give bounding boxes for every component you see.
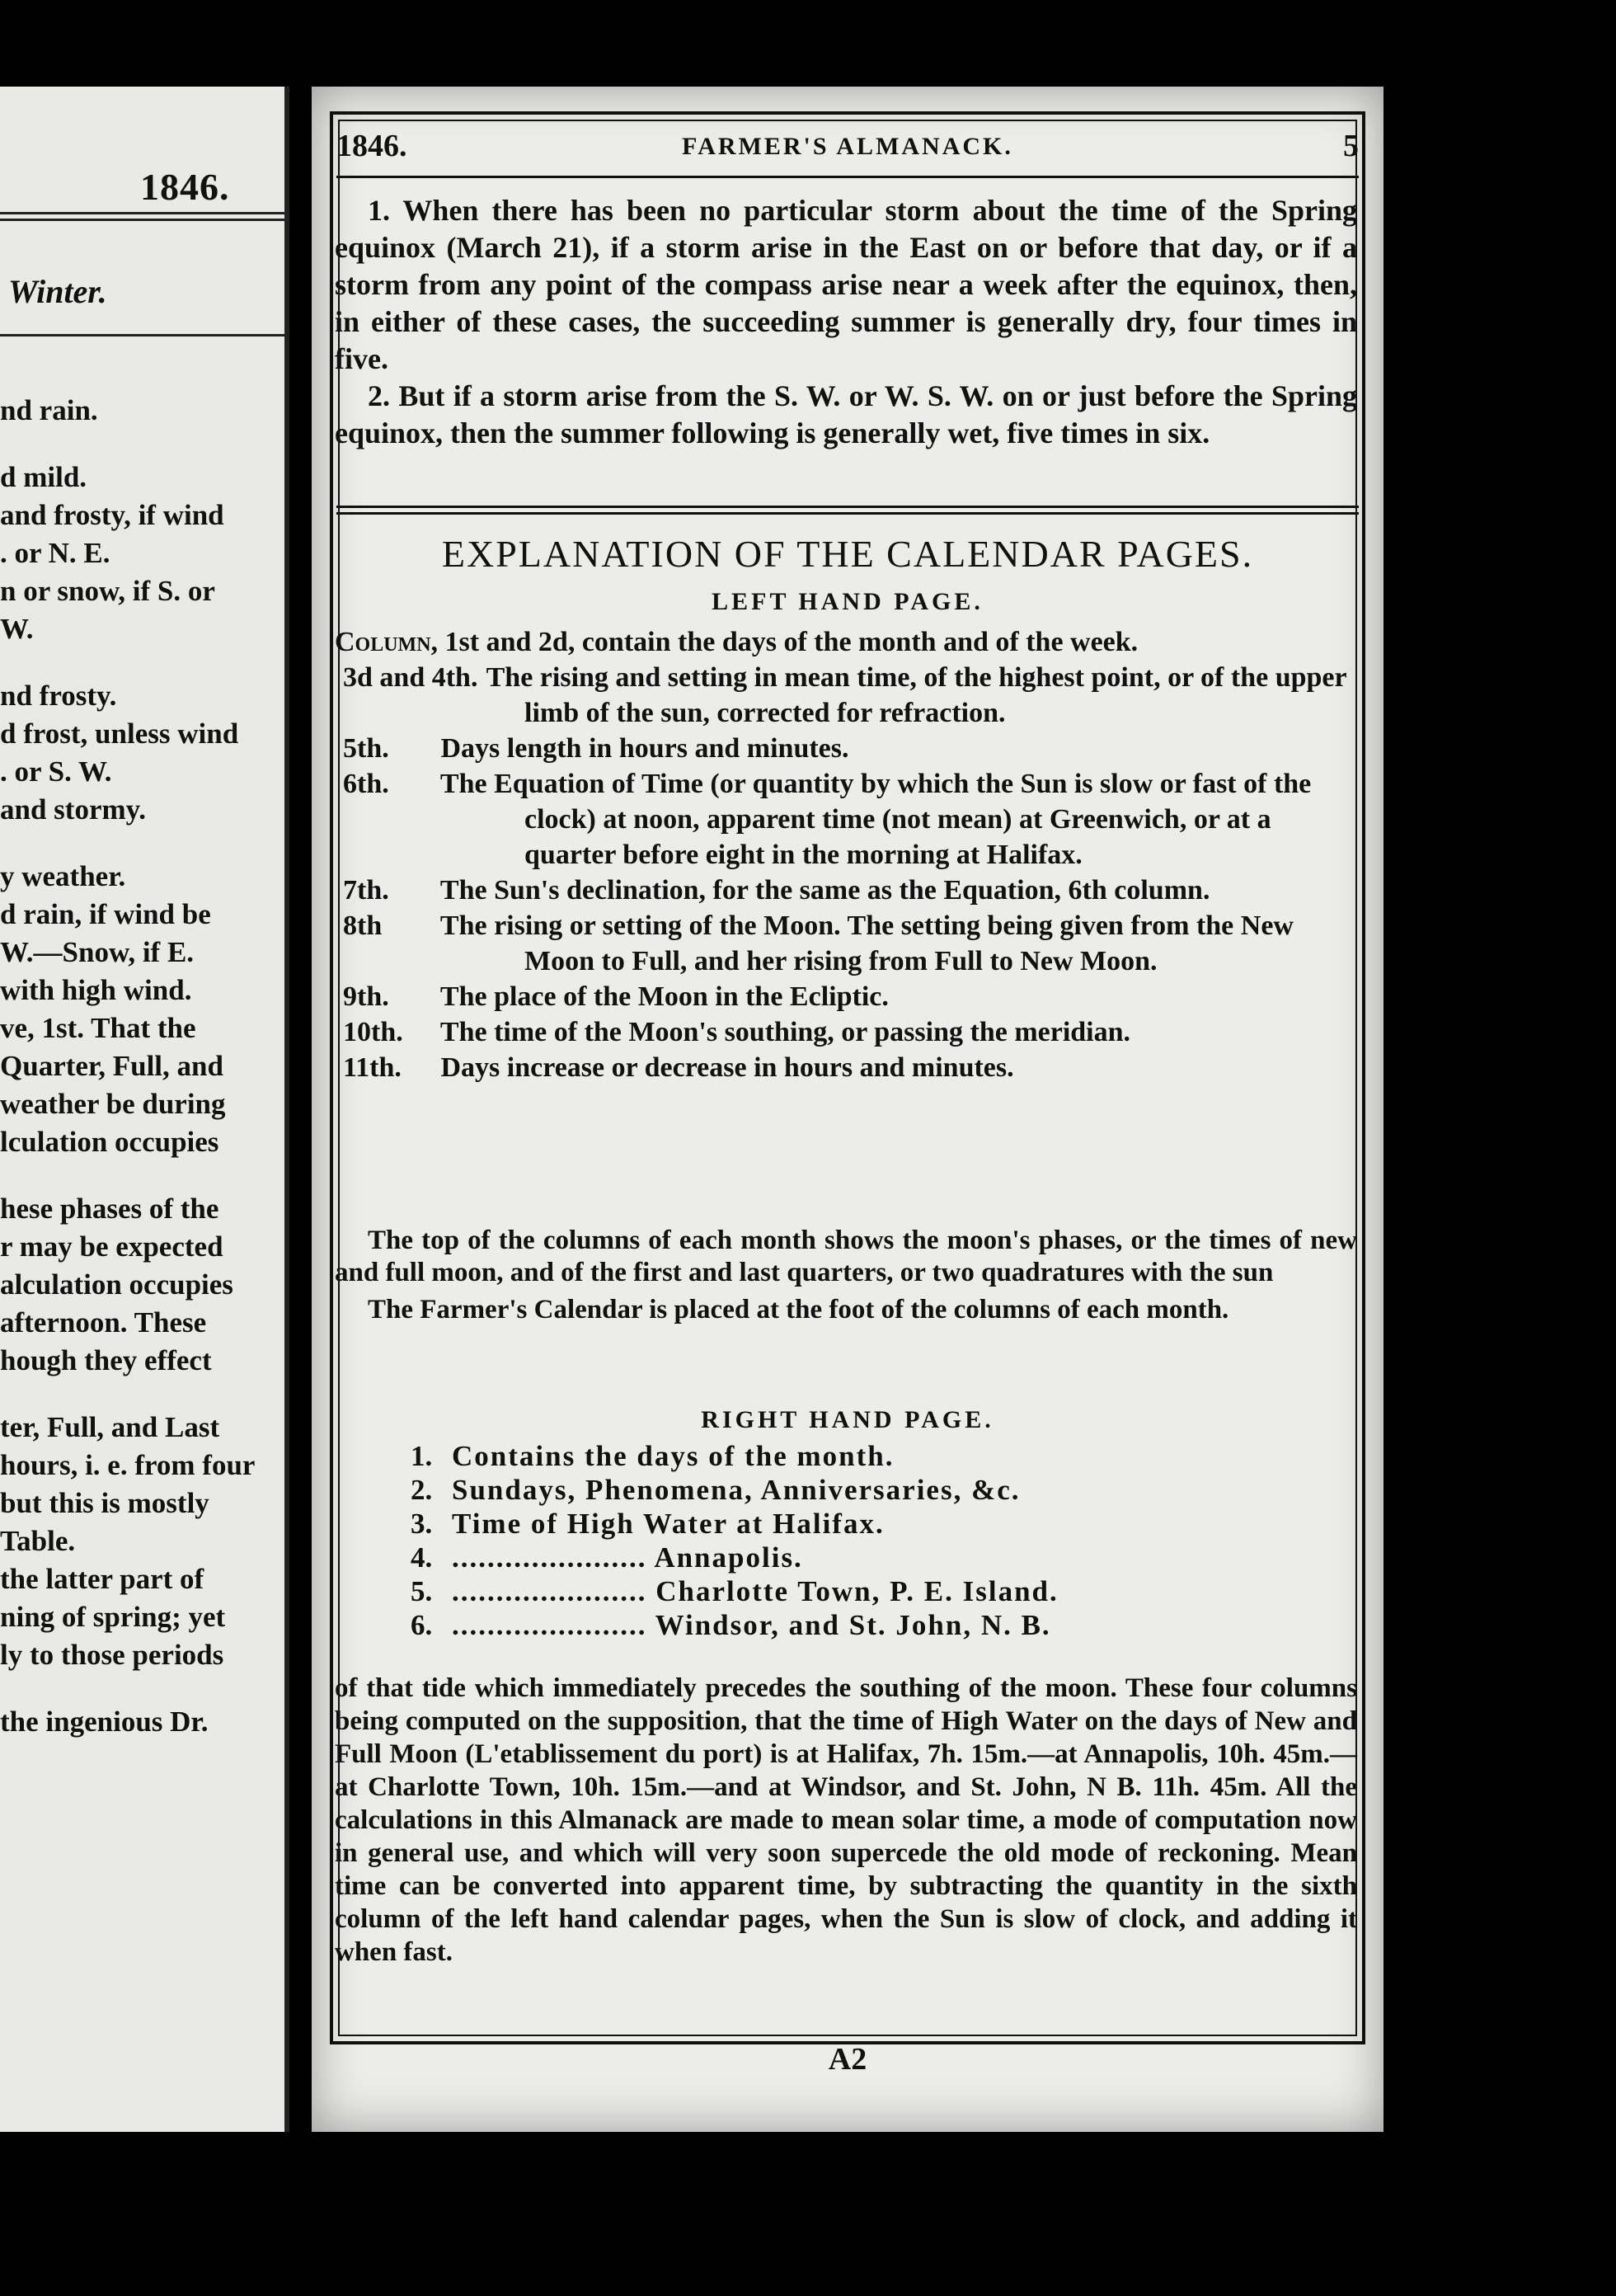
column-description: The Sun's declination, for the same as the Equation, 6th column.	[439, 875, 1210, 906]
column-explanations	[335, 624, 1357, 1085]
divider	[0, 334, 284, 336]
facing-page-line: n or snow, if S. or	[0, 575, 215, 607]
facing-page-line: Table.	[0, 1525, 76, 1557]
column-word: Column,	[335, 627, 439, 657]
facing-page-line: nd frosty.	[0, 680, 117, 712]
column-description: The rising or setting of the Moon. The setting being given from the New Moon to Full, and her rising from Full to New Moon.	[439, 910, 1294, 976]
column-description: contain the days of the month and of the week.	[581, 627, 1139, 657]
header-rule	[336, 176, 1359, 178]
right-hand-item	[411, 1541, 1334, 1574]
column-description: Days length in hours and minutes.	[440, 733, 849, 764]
right-hand-item	[411, 1473, 1334, 1507]
facing-page-line: nd rain.	[0, 394, 98, 426]
item-text: ...................... Charlotte Town, P. E. Island.	[452, 1575, 1059, 1607]
item-number: 2.	[411, 1474, 433, 1506]
column-explanation-item: 9th. The place of the Moon in the Ecliptic.	[343, 981, 889, 1012]
divider	[0, 212, 284, 214]
facing-page-line: with high wind.	[0, 974, 192, 1006]
header-year: 1846.	[336, 129, 407, 163]
item-text: Contains the days of the month.	[452, 1440, 895, 1472]
facing-page-line	[0, 829, 280, 858]
page-number: 5	[1343, 129, 1359, 163]
facing-page-line: the latter part of	[0, 1563, 204, 1595]
facing-page-line: . or S. W.	[0, 755, 112, 788]
facing-page-line: d mild.	[0, 461, 87, 493]
facing-page-line	[0, 1161, 280, 1190]
facing-page-line	[0, 1380, 280, 1409]
facing-page-line: Quarter, Full, and	[0, 1050, 223, 1082]
facing-page-line: afternoon. These	[0, 1306, 207, 1339]
facing-page-line: y weather.	[0, 860, 126, 892]
column-explanation-item	[335, 624, 1357, 660]
facing-page-line: ter, Full, and Last	[0, 1411, 220, 1443]
intro-paragraph-2: 2. But if a storm arise from the S. W. or W. S. W. on or just before the Spring equinox, then the summer following is generally wet, five times in six.	[335, 379, 1357, 449]
tide-section	[335, 1672, 1357, 1969]
facing-page-text	[0, 392, 280, 1741]
facing-page-line	[0, 648, 280, 677]
right-hand-items	[411, 1439, 1334, 1642]
facing-page	[0, 87, 289, 2132]
intro-paragraph-1: 1. When there has been no particular storm about the time of the Spring equinox (March 21), if a storm arise in the East on or before that day, or if a storm from any point of the compass arise near a week after the equinox, then, in either of these cases, the succeeding summer is generally dry, four times in five.	[335, 194, 1357, 375]
item-number: 3.	[411, 1508, 433, 1540]
item-text: ...................... Annapolis.	[452, 1541, 803, 1574]
intro-section	[335, 192, 1357, 452]
item-number: 5.	[411, 1575, 433, 1607]
facing-page-line: r may be expected	[0, 1230, 223, 1263]
column-description: The rising and setting in mean time, of the highest point, or of the upper limb of the sun, corrected for refraction.	[486, 662, 1346, 728]
facing-page-line: hese phases of the	[0, 1193, 219, 1225]
facing-page-year: 1846.	[140, 166, 230, 208]
facing-page-line: lculation occupies	[0, 1126, 219, 1158]
header-title: FARMER'S ALMANACK.	[682, 133, 1013, 160]
item-number: 1.	[411, 1440, 433, 1472]
column-explanation-item: 8th The rising or setting of the Moon. The setting being given from the New Moon to Full, and her rising from Full to New Moon.	[343, 910, 1294, 976]
facing-page-line: d frost, unless wind	[0, 718, 239, 750]
column-explanation-item: 10th. The time of the Moon's southing, or passing the meridian.	[343, 1017, 1131, 1047]
calendar-note: The Farmer's Calendar is placed at the foot of the columns of each month.	[368, 1295, 1229, 1324]
right-hand-item	[411, 1507, 1334, 1541]
facing-page-line: alculation occupies	[0, 1268, 233, 1301]
facing-page-line: hours, i. e. from four	[0, 1449, 256, 1481]
column-explanation-item: 11th. Days increase or decrease in hours and minutes.	[343, 1052, 1014, 1083]
item-text: Time of High Water at Halifax.	[452, 1508, 885, 1540]
phases-note: The top of the columns of each month shows the moon's phases, or the times of new and full moon, and of the first and last quarters, or two quadratures with the sun	[335, 1226, 1357, 1287]
right-hand-item	[411, 1608, 1334, 1642]
almanac-page	[312, 87, 1383, 2132]
facing-page-line: weather be during	[0, 1088, 226, 1120]
column-label: 3d and 4th.	[343, 662, 478, 693]
divider	[0, 219, 284, 221]
column-description: The Equation of Time (or quantity by which the Sun is slow or fast of the clock) at noon, apparent time (not mean) at Greenwich, or at a quarter before eight in the morning at Halifax.	[439, 769, 1312, 870]
column-explanation-item	[343, 660, 1357, 731]
right-hand-page-heading: RIGHT HAND PAGE.	[701, 1406, 994, 1433]
column-description: The place of the Moon in the Ecliptic.	[439, 981, 889, 1012]
column-explanation-item: 7th. The Sun's declination, for the same as the Equation, 6th column.	[343, 875, 1210, 906]
notes-section	[335, 1225, 1357, 1326]
column-description: Days increase or decrease in hours and minutes.	[440, 1052, 1014, 1083]
facing-page-line: but this is mostly	[0, 1487, 209, 1519]
facing-page-line: W.	[0, 613, 34, 645]
item-number: 6.	[411, 1609, 433, 1641]
facing-page-line: ning of spring; yet	[0, 1601, 226, 1633]
running-head	[336, 128, 1359, 169]
facing-page-line: and frosty, if wind	[0, 499, 224, 531]
item-number: 4.	[411, 1541, 433, 1574]
facing-page-line: . or N. E.	[0, 537, 110, 569]
facing-page-line: the ingenious Dr.	[0, 1706, 209, 1738]
item-text: ...................... Windsor, and St. John, N. B.	[452, 1609, 1051, 1641]
facing-page-line: and stormy.	[0, 793, 146, 826]
facing-page-line: W.—Snow, if E.	[0, 936, 195, 968]
explanation-title: EXPLANATION OF THE CALENDAR PAGES.	[441, 533, 1254, 575]
left-hand-page-heading: LEFT HAND PAGE.	[712, 588, 984, 615]
item-text: Sundays, Phenomena, Anniversaries, &c.	[452, 1474, 1021, 1506]
facing-page-heading: Winter.	[8, 273, 107, 310]
facing-page-line: ve, 1st. That the	[0, 1012, 196, 1044]
right-hand-item	[411, 1574, 1334, 1608]
facing-page-line	[0, 430, 280, 459]
tide-note: of that tide which immediately precedes the southing of the moon. These four columns being computed on the supposition, that the time of High Water on the days of New and Full Moon (L'etablissement du port) is at Halifax, 7h. 15m.—at Annapolis, 10h. 45m.—at Charlotte Town, 10h. 15m.—and at Windsor, and St. John, N B. 11h. 45m. All the calculations in this Almanack are made to mean solar time, a mode of computation now in general use, and which will very soon supercede the old mode of reckoning. Mean time can be converted into apparent time, by subtracting the quantity in the sixth column of the left hand calendar pages, when the Sun is slow of clock, and adding it when fast.	[335, 1673, 1357, 1967]
facing-page-line	[0, 1674, 280, 1703]
column-explanation-item: 6th. The Equation of Time (or quantity by which the Sun is slow or fast of the clock) at noon, apparent time (not mean) at Greenwich, or at a quarter before eight in the morning at Halifax.	[343, 769, 1312, 870]
right-hand-item	[411, 1439, 1334, 1473]
column-explanation-item: 5th. Days length in hours and minutes.	[343, 733, 849, 764]
facing-page-line: d rain, if wind be	[0, 898, 211, 930]
section-rule	[336, 506, 1359, 515]
facing-page-line: ly to those periods	[0, 1639, 224, 1671]
column-label: 1st and 2d,	[444, 627, 575, 657]
signature-mark: A2	[828, 2042, 867, 2077]
facing-page-line: hough they effect	[0, 1344, 212, 1376]
column-description: The time of the Moon's southing, or passing the meridian.	[439, 1017, 1131, 1047]
